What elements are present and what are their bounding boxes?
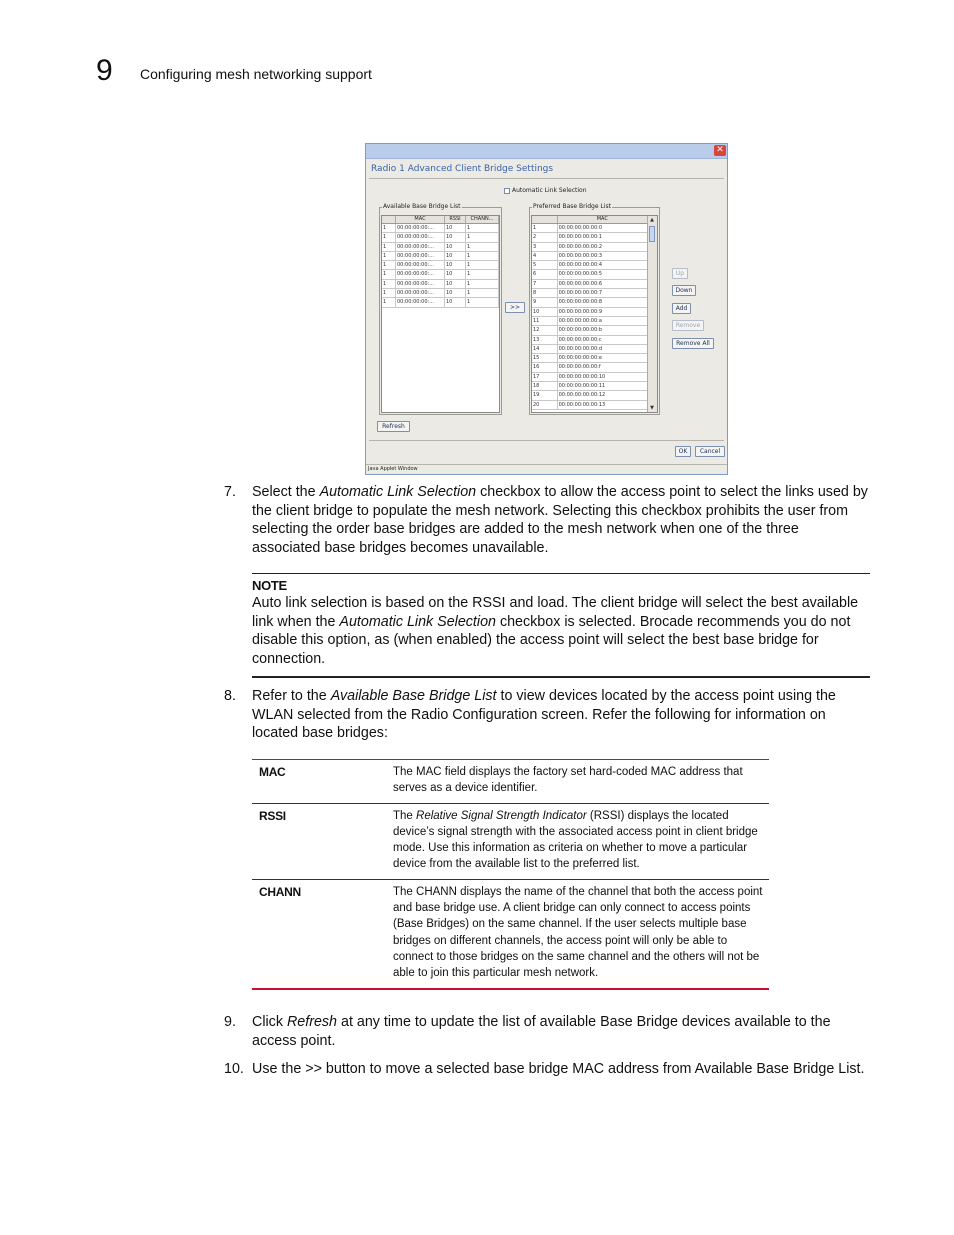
table-row[interactable] [382,252,499,261]
preferred-base-bridge-table[interactable] [531,215,658,413]
chapter-number: 9 [96,54,113,87]
table-cell: 10 [445,243,466,251]
table-cell: 00:00:00:00:... [396,252,445,260]
table-row[interactable] [382,280,499,289]
step-text: Select the Automatic Link Selection checkbox to allow the access point to select the links used by the client bridge to populate the mesh network. Selecting this checkbox prohibits the user from selecting the order base bridges are added to the mesh network when one of the three associated base bridges becomes unavailable. [252,484,868,556]
available-rows [382,224,499,308]
table-row[interactable] [532,280,648,289]
table-cell: 10 [445,261,466,269]
table-cell: 7 [532,280,558,288]
preferred-base-bridge-group [529,203,660,415]
table-cell: 2 [532,233,558,241]
table-cell: 9 [532,298,558,306]
table-cell: 5 [532,261,558,269]
col-chann-header[interactable]: CHANN... [466,216,499,223]
table-cell: 00:00:00:00:00:4 [558,261,648,269]
term-mac: MAC [259,765,286,779]
field-definition-table [252,759,769,990]
available-base-bridge-label: Available Base Bridge List [383,203,461,210]
col-index-header[interactable] [382,216,396,223]
table-cell: 10 [445,270,466,278]
close-icon[interactable]: ✕ [714,145,726,156]
note-body: Auto link selection is based on the RSSI and load. The client bridge will select the best available link when the Automatic Link Selection checkbox is selected. Brocade recommends you do not disable this option, as (when enabled) the access point will select the best base bridge for connection. [252,595,859,667]
table-cell: 1 [382,261,396,269]
step-text: Refer to the Available Base Bridge List to view devices located by the access point using the WLAN selected from the Radio Configuration screen. Refer the following for information on located base bridges: [252,688,836,742]
step-number: 10. [224,1061,244,1077]
step-number: 8. [224,688,236,704]
table-cell: 1 [466,224,499,232]
col-mac-header[interactable]: MAC [558,216,648,223]
step-text: Use the >> button to move a selected base bridge MAC address from Available Base Bridge List. [252,1061,865,1077]
table-row [252,760,769,804]
table-cell: 1 [382,243,396,251]
table-row[interactable] [532,336,648,345]
table-cell: 00:00:00:00:00:12 [558,391,648,399]
table-cell: 20 [532,401,558,409]
table-cell: 10 [445,298,466,306]
scroll-thumb[interactable] [649,226,655,242]
chapter-title: Configuring mesh networking support [140,66,372,82]
table-cell: 00:00:00:00:00:1 [558,233,648,241]
available-base-bridge-group [379,203,502,415]
available-base-bridge-table[interactable] [381,215,500,413]
table-cell: 1 [382,289,396,297]
table-header [382,216,499,224]
table-row[interactable] [532,252,648,261]
desc-chann: The CHANN displays the name of the channel that both the access point and base bridge use. A client bridge can only connect to access points (Base Bridges) on the same channel. If the user selects multiple base bridges on different channels, the access point will only be able to connect to those bridges on the same channel and the others will not be able to join this particular mesh network. [393,885,763,980]
table-cell: 00:00:00:00:... [396,224,445,232]
table-cell: 11 [532,317,558,325]
preferred-scrollbar[interactable] [647,216,657,412]
col-index-header[interactable] [532,216,558,223]
table-row[interactable] [382,261,499,270]
table-cell: 1 [466,289,499,297]
table-cell: 00:00:00:00:00:8 [558,298,648,306]
table-cell: 12 [532,326,558,334]
table-row[interactable] [532,401,648,410]
table-cell: 17 [532,373,558,381]
scroll-down-icon[interactable]: ▼ [650,405,654,411]
table-row[interactable] [532,289,648,298]
move-to-preferred-button[interactable]: >> [505,302,525,313]
table-row[interactable] [532,391,648,400]
table-cell: 00:00:00:00:... [396,243,445,251]
note-title: NOTE [252,578,287,593]
table-cell: 00:00:00:00:... [396,233,445,241]
table-cell: 6 [532,270,558,278]
table-cell: 1 [466,243,499,251]
table-row[interactable] [382,298,499,307]
table-cell: 1 [466,252,499,260]
cancel-button[interactable]: Cancel [695,446,725,457]
advanced-client-bridge-dialog [365,143,728,475]
table-cell: 00:00:00:00:00:13 [558,401,648,409]
table-row[interactable] [532,270,648,279]
table-cell: 10 [445,289,466,297]
table-cell: 8 [532,289,558,297]
table-row[interactable] [382,243,499,252]
table-row[interactable] [532,326,648,335]
table-row[interactable] [532,261,648,270]
table-cell: 1 [382,280,396,288]
down-button[interactable]: Down [672,285,696,296]
table-cell: 00:00:00:00:00:b [558,326,648,334]
table-cell: 00:00:00:00:00:0 [558,224,648,232]
preferred-base-bridge-label: Preferred Base Bridge List [533,203,611,210]
step-number: 9. [224,1014,236,1030]
checkbox-icon[interactable] [504,188,510,194]
table-row[interactable] [382,224,499,233]
table-row [252,804,769,880]
divider [369,440,724,441]
table-row[interactable] [532,373,648,382]
table-cell: 00:00:00:00:00:e [558,354,648,362]
step-number: 7. [224,484,236,500]
term-rssi: RSSI [259,808,286,823]
table-cell: 15 [532,354,558,362]
table-cell: 1 [382,270,396,278]
desc-rssi: The Relative Signal Strength Indicator (RSSI) displays the located device’s signal strength with the associated access point in client bridge mode. Use this information as criteria on whether to move a particular device from the available list to the preferred list. [393,809,758,871]
table-cell: 00:00:00:00:00:2 [558,243,648,251]
table-cell: 18 [532,382,558,390]
table-cell: 4 [532,252,558,260]
table-cell: 00:00:00:00:00:a [558,317,648,325]
table-cell: 10 [445,252,466,260]
dialog-heading: Radio 1 Advanced Client Bridge Settings [371,164,554,174]
step-10 [224,1060,870,1100]
table-cell: 1 [466,280,499,288]
remove-button[interactable]: Remove [672,320,704,331]
divider [369,178,724,179]
table-row[interactable] [532,345,648,354]
table-cell: 1 [466,298,499,306]
table-cell: 3 [532,243,558,251]
table-cell: 1 [382,252,396,260]
table-cell: 00:00:00:00:... [396,289,445,297]
table-cell: 00:00:00:00:... [396,270,445,278]
col-rssi-header[interactable]: RSSI [445,216,466,223]
automatic-link-selection-label: Automatic Link Selection [512,187,587,194]
table-cell: 00:00:00:00:00:7 [558,289,648,297]
table-cell: 00:00:00:00:... [396,280,445,288]
note-box [252,573,870,678]
table-cell: 10 [445,233,466,241]
table-cell: 1 [382,224,396,232]
table-row[interactable] [532,308,648,317]
table-cell: 00:00:00:00:00:6 [558,280,648,288]
table-cell: 1 [532,224,558,232]
table-row[interactable] [532,354,648,363]
table-cell: 10 [445,280,466,288]
step-8 [224,687,870,745]
automatic-link-selection-checkbox[interactable] [504,187,587,194]
status-bar: Java Applet Window [366,464,727,474]
table-cell: 00:00:00:00:00:10 [558,373,648,381]
table-cell: 00:00:00:00:00:9 [558,308,648,316]
table-row[interactable] [532,298,648,307]
table-cell: 16 [532,363,558,371]
refresh-button[interactable]: Refresh [377,421,410,432]
desc-mac: The MAC field displays the factory set hard-coded MAC address that serves as a device identifier. [393,766,743,795]
step-text: Click Refresh at any time to update the list of available Base Bridge devices available to the access point. [252,1014,831,1049]
preferred-rows [532,224,648,410]
table-header [532,216,648,224]
term-chann: CHANN [259,884,301,899]
table-row [252,880,769,988]
table-row[interactable] [532,382,648,391]
table-row[interactable] [382,233,499,242]
table-cell: 00:00:00:00:00:f [558,363,648,371]
table-cell: 00:00:00:00:... [396,298,445,306]
table-cell: 1 [466,261,499,269]
add-button[interactable]: Add [672,303,691,314]
table-row[interactable] [382,270,499,279]
table-cell: 10 [532,308,558,316]
table-row[interactable] [532,363,648,372]
table-cell: 10 [445,224,466,232]
table-cell: 00:00:00:00:00:3 [558,252,648,260]
table-cell: 1 [466,233,499,241]
table-row[interactable] [532,317,648,326]
table-cell: 13 [532,336,558,344]
table-row[interactable] [532,243,648,252]
ok-button[interactable]: OK [675,446,691,457]
table-cell: 19 [532,391,558,399]
step-9 [224,1013,870,1053]
table-cell: 00:00:00:00:... [396,261,445,269]
table-row[interactable] [532,233,648,242]
col-mac-header[interactable]: MAC [396,216,445,223]
table-cell: 14 [532,345,558,353]
table-cell: 00:00:00:00:00:11 [558,382,648,390]
up-button[interactable]: Up [672,268,688,279]
remove-all-button[interactable]: Remove All [672,338,714,349]
table-cell: 00:00:00:00:00:c [558,336,648,344]
table-cell: 00:00:00:00:00:5 [558,270,648,278]
table-row[interactable] [532,224,648,233]
table-cell: 1 [382,233,396,241]
dialog-titlebar [366,144,727,159]
table-cell: 00:00:00:00:00:d [558,345,648,353]
table-row[interactable] [382,289,499,298]
table-cell: 1 [466,270,499,278]
step-7 [224,483,870,559]
scroll-up-icon[interactable]: ▲ [650,217,654,223]
table-cell: 1 [382,298,396,306]
